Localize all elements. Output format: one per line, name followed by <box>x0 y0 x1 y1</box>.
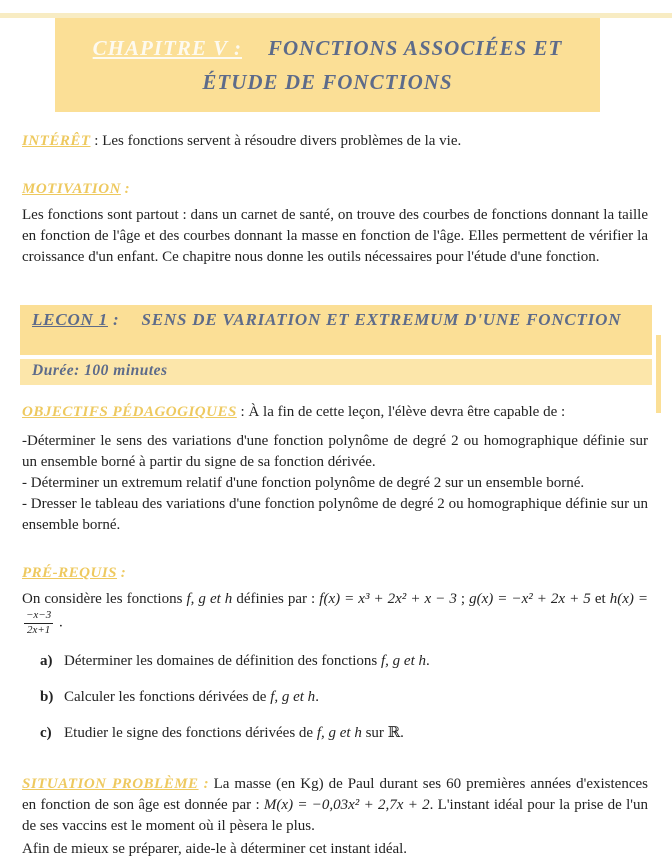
formula-f: f(x) = x³ + 2x² + x − 3 <box>319 591 457 607</box>
interet-text: Les fonctions servent à résoudre divers problèmes de la vie. <box>102 133 462 149</box>
situation-heading: SITUATION PROBLÈME <box>22 776 199 793</box>
question-math: f, g et h <box>270 689 316 706</box>
objectifs-list <box>0 431 672 536</box>
objectifs-separator: : <box>236 404 249 420</box>
lecon-separator: : <box>107 310 120 329</box>
motivation-heading-line <box>22 179 648 200</box>
formula-separator: ; <box>456 591 470 607</box>
situation-section <box>22 774 648 837</box>
question-text-after: . <box>315 689 319 706</box>
interet-section <box>22 131 648 152</box>
question-text-before: Calculer les fonctions dérivées de <box>64 689 271 706</box>
prerequis-questions <box>40 651 648 744</box>
lecon-banner <box>20 305 652 355</box>
question-text-before: Etudier le signe des fonctions dérivées de <box>64 725 317 742</box>
question-row-a <box>40 651 648 672</box>
formula-end: . <box>55 614 63 631</box>
prerequis-text: définies par : <box>232 591 320 607</box>
interet-heading: INTÉRÊT <box>22 133 91 149</box>
duree-banner <box>20 359 652 385</box>
objectifs-item-3: - Dresser le tableau des variations d'une fonction polynôme de degré 2 ou homographique définie sur un ensemble borné. <box>22 496 648 533</box>
question-label: a) <box>40 653 53 670</box>
question-label: c) <box>40 725 52 742</box>
question-text <box>64 687 319 708</box>
question-text <box>64 723 404 744</box>
question-text-after: sur ℝ. <box>361 725 404 742</box>
question-row-b <box>40 687 648 708</box>
chapter-title-line1: FONCTIONS ASSOCIÉES ET <box>267 36 563 60</box>
prerequis-functions: f, g et h <box>186 591 233 607</box>
motivation-text: Les fonctions sont partout : dans un carnet de santé, on trouve des courbes de fonctions donnant la taille en fonction de l'âge et des courbes donnant la masse en fonction de l'âge. Elles permettent de vérifier la croissance d'un enfant. Ce chapitre nous donne les outils nécessaires pour l'étude d'une fonction. <box>22 207 648 265</box>
prerequis-text: On considère les fonctions <box>22 591 187 607</box>
situation-closing-line: Afin de mieux se préparer, aide-le à déterminer cet instant idéal. <box>22 841 408 858</box>
motivation-heading: MOTIVATION <box>22 181 121 197</box>
prerequis-separator: : <box>117 565 126 581</box>
question-text-before: Déterminer les domaines de définition des fonctions <box>64 653 381 670</box>
situation-text: La masse (en Kg) de Paul durant ses 60 premières années d'existences en fonction de son âge est donnée par : <box>22 776 648 814</box>
chapter-label: CHAPITRE V : <box>92 36 242 60</box>
prerequis-intro <box>22 589 648 636</box>
right-edge-decoration <box>656 335 661 413</box>
objectifs-intro: À la fin de cette leçon, l'élève devra être capable de : <box>248 404 566 420</box>
formula-h-fraction <box>24 610 53 636</box>
fraction-numerator: −x−3 <box>24 610 53 624</box>
question-text-after: . <box>426 653 430 670</box>
formula-M: M(x) = −0,03x² + 2,7x + 2 <box>263 797 430 814</box>
document-page <box>0 13 672 858</box>
situation-text-after: . L'instant idéal pour la prise de l'un de ses vaccins est le moment où il pèsera le plus. <box>22 797 648 835</box>
formula-et: et <box>590 591 610 607</box>
prerequis-heading-line <box>22 563 648 584</box>
motivation-separator: : <box>120 181 130 197</box>
chapter-banner-line1 <box>55 31 600 65</box>
question-text <box>64 651 430 672</box>
question-row-c <box>40 723 648 744</box>
situation-separator: : <box>198 776 214 793</box>
formula-g: g(x) = −x² + 2x + 5 <box>469 591 591 607</box>
question-label: b) <box>40 689 54 706</box>
fraction-denominator: 2x+1 <box>26 623 51 636</box>
objectifs-heading: OBJECTIFS PÉDAGOGIQUES <box>22 404 237 420</box>
chapter-banner <box>55 13 600 112</box>
chapter-banner-line2 <box>55 65 600 99</box>
formula-h-lhs: h(x) = <box>609 591 649 607</box>
objectifs-item-1: -Déterminer le sens des variations d'une fonction polynôme de degré 2 ou homographique définie sur un ensemble borné à partir du signe de sa fonction dérivée. <box>22 433 648 470</box>
prerequis-heading: PRÉ-REQUIS <box>22 565 118 581</box>
interet-separator: : <box>90 133 103 149</box>
question-math: f, g et h <box>381 653 426 670</box>
question-math: f, g et h <box>316 725 362 742</box>
page-top-border <box>0 13 672 18</box>
chapter-title-line2: ÉTUDE DE FONCTIONS <box>202 70 453 94</box>
lecon-label: LECON 1 <box>32 310 108 329</box>
lecon-title: SENS DE VARIATION ET EXTREMUM D'UNE FONCTION <box>141 310 622 329</box>
objectifs-item-2: - Déterminer un extremum relatif d'une fonction polynôme de degré 2 sur un ensemble borné. <box>22 475 585 491</box>
objectifs-heading-line <box>22 402 648 423</box>
duree-text: Durée: 100 minutes <box>32 362 168 379</box>
